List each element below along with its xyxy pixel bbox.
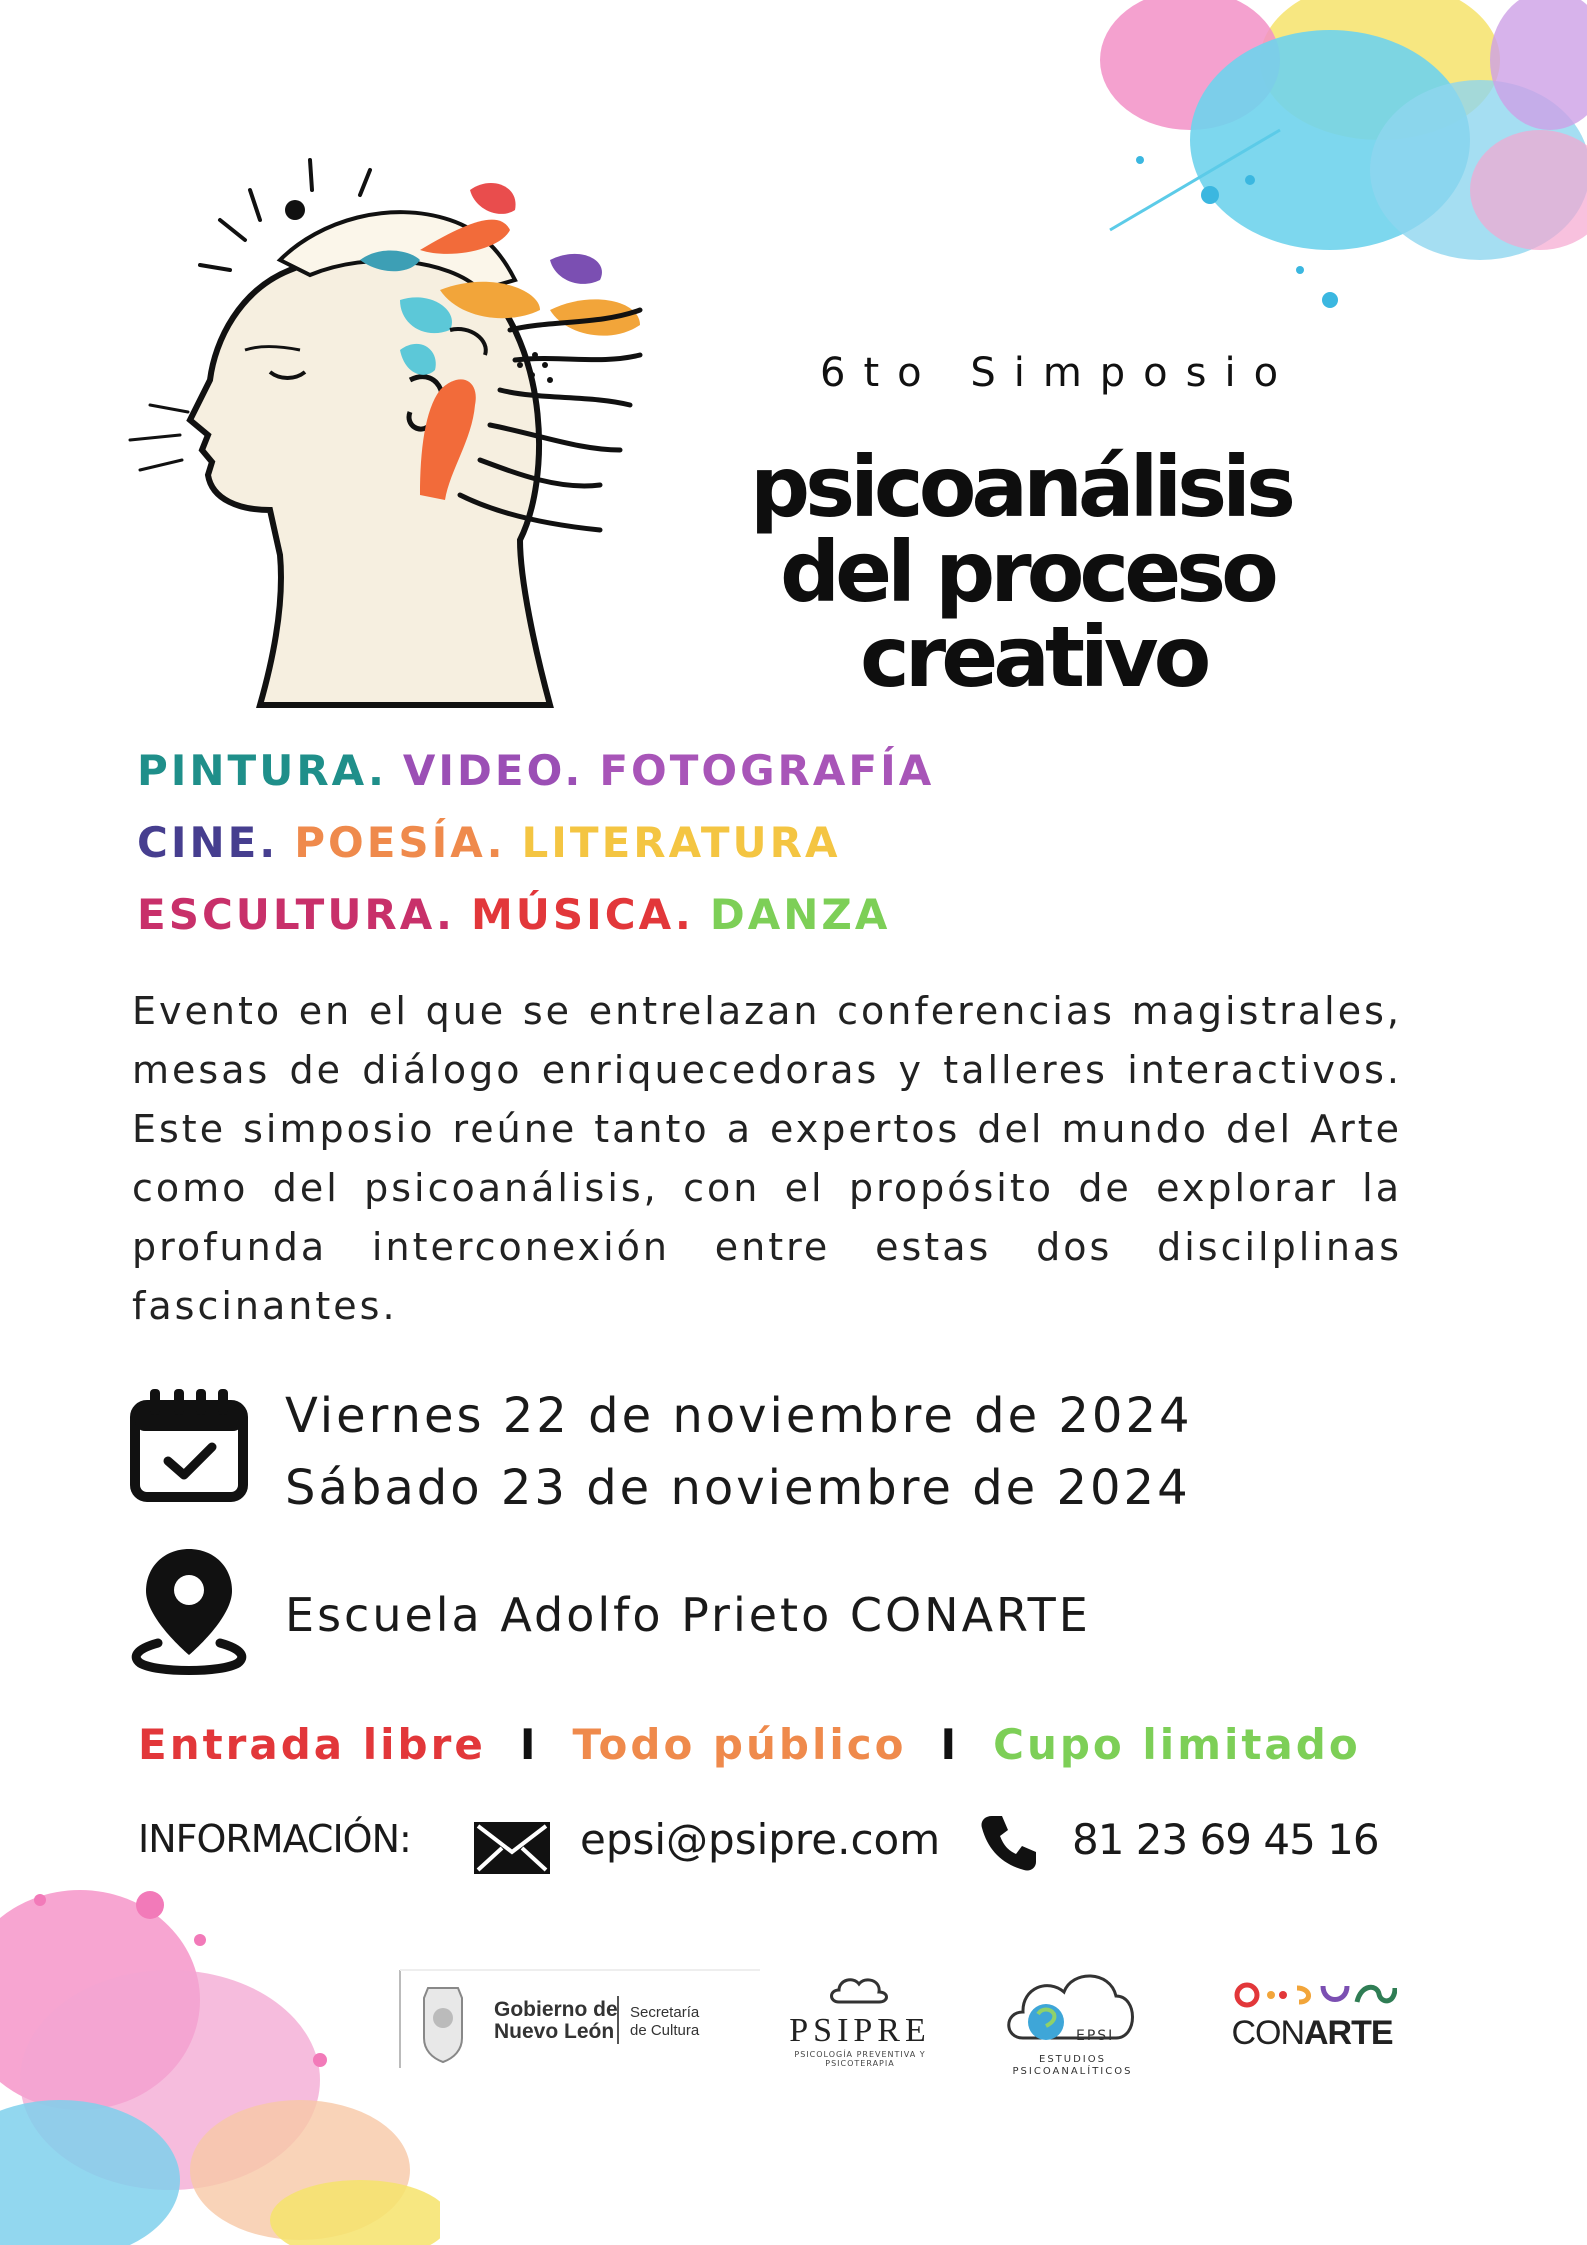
epsi-subtitle (995, 2054, 1150, 2078)
phone-icon (980, 1814, 1038, 1872)
contact-phone[interactable]: 81 23 69 45 16 (1072, 1815, 1379, 1864)
discipline-item: ESCULTURA. (137, 890, 456, 939)
logo-gobierno-nuevo-leon (398, 1968, 760, 2070)
disciplines-row-1 (137, 746, 950, 795)
epsi-cloud-head-icon (998, 1960, 1148, 2050)
gobierno-line-1: Gobierno de (494, 1998, 618, 2021)
contact-email-link[interactable]: epsi@psipre.com (580, 1815, 941, 1864)
paint-splash-top-right (1080, 0, 1587, 340)
conarte-suffix: ARTE (1304, 2014, 1393, 2052)
event-venue: Escuela Adolfo Prieto CONARTE (285, 1588, 1091, 1642)
conarte-shapes-icon (1227, 1980, 1397, 2010)
feature-cupo-limitado: Cupo limitado (993, 1720, 1361, 1769)
event-features (138, 1720, 1458, 1769)
discipline-item: MÚSICA. (471, 890, 694, 939)
page-title-line-3: creativo (860, 608, 1207, 706)
discipline-item: POESÍA. (294, 818, 506, 867)
feature-entrada-libre: Entrada libre (138, 1720, 486, 1769)
discipline-item: PINTURA. (137, 746, 387, 795)
logo-conarte (1212, 1980, 1412, 2060)
cloud-icon (825, 1972, 895, 2008)
discipline-item: FOTOGRAFÍA (599, 746, 935, 795)
secretaria-line-2: de Cultura (630, 2022, 700, 2039)
epsi-subtitle-line-2: PSICOANALÍTICOS (1012, 2066, 1133, 2077)
discipline-item: VIDEO. (402, 746, 584, 795)
paint-splash-bottom-left (0, 1860, 440, 2245)
discipline-item: LITERATURA (521, 818, 841, 867)
map-pin-icon (128, 1545, 250, 1675)
feature-separator: I (940, 1720, 960, 1769)
conarte-wordmark (1212, 2014, 1412, 2053)
page-title-line-1: psicoanálisis (750, 438, 1291, 536)
page-title-line-2: del proceso (780, 523, 1274, 621)
disciplines-row-3 (137, 890, 906, 939)
discipline-item: CINE. (137, 818, 279, 867)
disciplines-row-2 (137, 818, 856, 867)
conarte-prefix: CON (1231, 2014, 1304, 2052)
envelope-icon (472, 1820, 552, 1876)
psipre-name: PSIPRE (789, 2012, 931, 2049)
logo-psipre (760, 1972, 960, 2072)
event-description: Evento en el que se entrelazan conferencias magistrales, mesas de diálogo enriquecedoras y talleres interactivos. Este simposio reúne tanto a expertos del mundo del Arte como del psicoanálisis, con el propósito de explorar la profunda interconexión entre estas dos discilplinas fascinantes. (132, 989, 1402, 1328)
secretaria-line-1: Secretaría (630, 2004, 700, 2021)
logo-epsi (995, 1960, 1150, 2090)
event-date-2: Sábado 23 de noviembre de 2024 (285, 1460, 1191, 1516)
gobierno-line-2: Nuevo León (494, 2020, 615, 2043)
event-edition-subtitle: 6to Simposio (820, 350, 1297, 396)
calendar-check-icon (128, 1385, 250, 1503)
psipre-tagline: PSICOLOGÍA PREVENTIVA Y PSICOTERAPIA (794, 2050, 926, 2068)
head-illustration (120, 150, 740, 710)
feature-todo-publico: Todo público (572, 1720, 907, 1769)
feature-separator: I (519, 1720, 539, 1769)
discipline-item: DANZA (709, 890, 891, 939)
event-date-1: Viernes 22 de noviembre de 2024 (285, 1388, 1193, 1444)
epsi-name: EPSI (1075, 2028, 1114, 2044)
info-label: INFORMACIÓN: (138, 1817, 411, 1861)
epsi-subtitle-line-1: ESTUDIOS (1039, 2054, 1106, 2065)
